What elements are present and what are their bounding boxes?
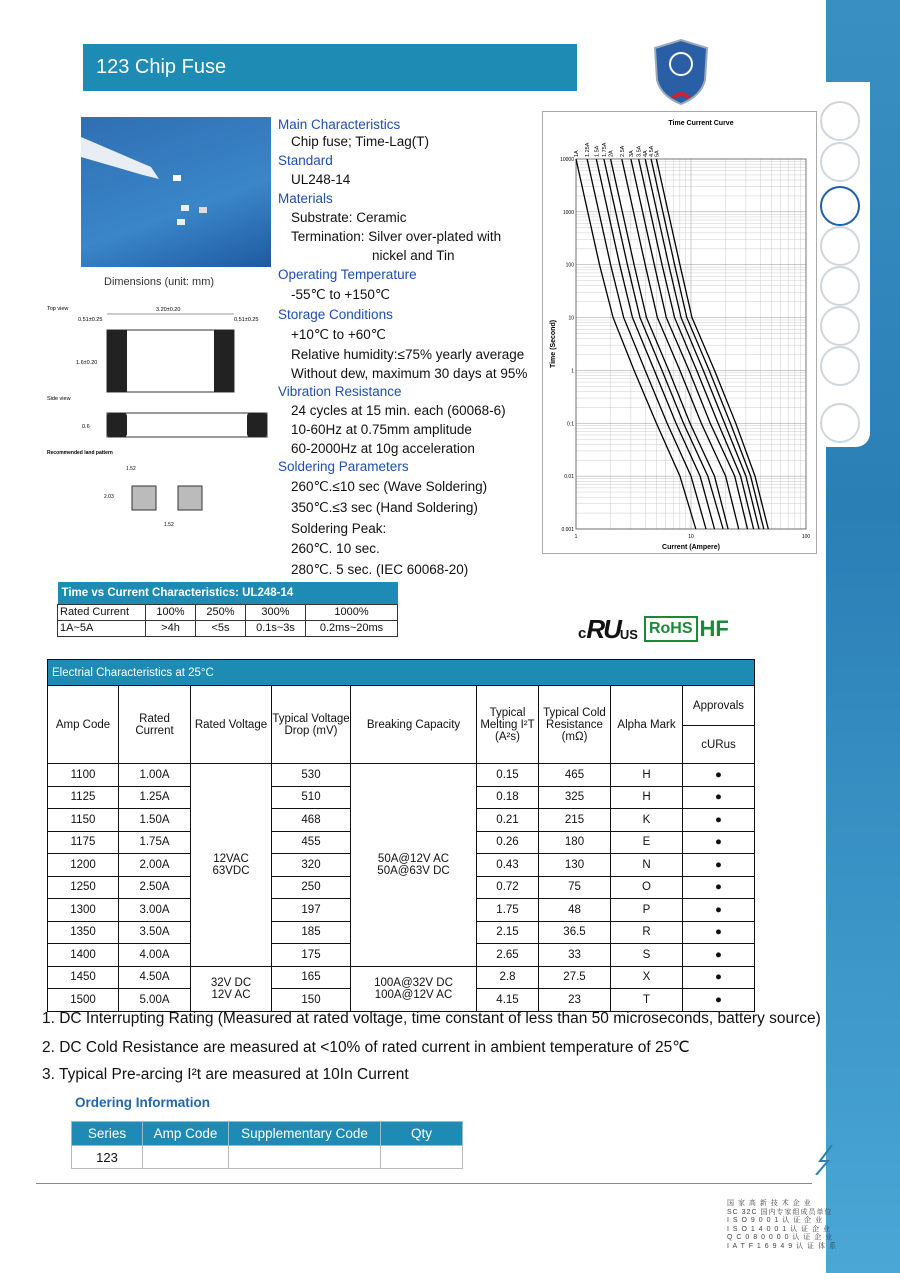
elec-cell: 75 bbox=[539, 876, 611, 899]
y-tick-label: 1000 bbox=[562, 209, 574, 216]
tvc-cell: 1A~5A bbox=[58, 620, 146, 636]
elec-cell: 1125 bbox=[48, 786, 119, 809]
ul-us-mark: US bbox=[619, 627, 638, 642]
elec-cell: 1300 bbox=[48, 899, 119, 922]
spec-substrate: Substrate: Ceramic bbox=[291, 210, 407, 225]
ordering-table bbox=[71, 1121, 463, 1169]
elec-title: Electrial Characteristics at 25°C bbox=[48, 660, 755, 686]
y-tick-label: 10 bbox=[568, 315, 574, 322]
elec-cell: 455 bbox=[272, 831, 351, 854]
elec-cell: 50A@12V AC 50A@63V DC bbox=[351, 764, 477, 967]
pad-right-dim: 0.51±0.25 bbox=[234, 317, 259, 323]
elec-cell: 5.00A bbox=[119, 989, 191, 1012]
elec-cell: ● bbox=[683, 966, 755, 989]
tvc-header: 1000% bbox=[306, 604, 398, 620]
elec-cell: 27.5 bbox=[539, 966, 611, 989]
elec-cell: 180 bbox=[539, 831, 611, 854]
elec-cell: ● bbox=[683, 809, 755, 832]
elec-cell: 1250 bbox=[48, 876, 119, 899]
book-icon bbox=[820, 142, 860, 182]
spec-storage-humidity: Relative humidity:≤75% yearly average bbox=[291, 347, 525, 362]
spec-storage-temp: +10℃ to +60℃ bbox=[291, 327, 386, 342]
component-icon bbox=[820, 226, 860, 266]
lamp-icon bbox=[820, 306, 860, 346]
series-label: 1A bbox=[574, 150, 580, 157]
elec-row bbox=[48, 764, 755, 787]
elec-cell: 1.75 bbox=[477, 899, 539, 922]
ul-c-mark: c bbox=[578, 625, 587, 642]
product-photo bbox=[81, 117, 271, 267]
elec-cell: ● bbox=[683, 764, 755, 787]
elec-cell: 250 bbox=[272, 876, 351, 899]
ordering-cell: 123 bbox=[72, 1146, 143, 1169]
spec-soldering-peak-2: 280℃. 5 sec. (IEC 60068-20) bbox=[291, 562, 469, 577]
tvc-cell: 0.2ms~20ms bbox=[306, 620, 398, 636]
elec-cell: ● bbox=[683, 921, 755, 944]
spec-main-value: Chip fuse; Time-Lag(T) bbox=[291, 134, 430, 149]
elec-cell: S bbox=[611, 944, 683, 967]
y-tick-label: 0.001 bbox=[561, 527, 574, 533]
y-tick-label: 10000 bbox=[560, 157, 574, 163]
cert-line: 国 家 高 新 技 术 企 业 bbox=[727, 1200, 812, 1207]
length-dim: 3.20±0.20 bbox=[156, 307, 181, 313]
y-tick-label: 1 bbox=[571, 368, 574, 375]
x-tick-label: 1 bbox=[574, 534, 578, 540]
elec-cell: 325 bbox=[539, 786, 611, 809]
y-axis-label: Time (Second) bbox=[550, 319, 557, 369]
elec-cell: H bbox=[611, 786, 683, 809]
tvc-header: 100% bbox=[146, 604, 196, 620]
elec-cell: 165 bbox=[272, 966, 351, 989]
time-current-chart bbox=[543, 112, 818, 555]
elec-cell: 1200 bbox=[48, 854, 119, 877]
elec-cell: 468 bbox=[272, 809, 351, 832]
footer-divider bbox=[36, 1183, 812, 1184]
cert-line: SC 32C 国内专家组成员单位 bbox=[727, 1208, 833, 1216]
chart-title: Time Current Curve bbox=[668, 120, 734, 127]
elec-header-approvals: Approvals bbox=[683, 686, 755, 726]
width-dim: 1.6±0.20 bbox=[76, 360, 98, 366]
elec-row bbox=[48, 966, 755, 989]
fuse-icon bbox=[820, 186, 860, 226]
spec-storage-dew: Without dew, maximum 30 days at 95% bbox=[291, 366, 528, 381]
elec-cell: 2.00A bbox=[119, 854, 191, 877]
elec-cell: ● bbox=[683, 786, 755, 809]
ordering-title: Ordering Information bbox=[75, 1095, 210, 1110]
pad-left-dim: 0.51±0.25 bbox=[78, 317, 103, 323]
elec-cell: ● bbox=[683, 854, 755, 877]
spec-vibration-3: 60-2000Hz at 10g acceleration bbox=[291, 441, 475, 456]
elec-cell: 1.00A bbox=[119, 764, 191, 787]
note-2: 2. DC Cold Resistance are measured at <10% of rated current in ambient temperature of 25℃ bbox=[42, 1039, 690, 1056]
cert-line: I S O 9 0 0 1 认 证 企 业 bbox=[727, 1217, 824, 1224]
elec-cell: 1400 bbox=[48, 944, 119, 967]
y-tick-label: 0.1 bbox=[567, 421, 574, 428]
elec-cell: 1350 bbox=[48, 921, 119, 944]
dimensions-label: Dimensions (unit: mm) bbox=[104, 276, 215, 288]
elec-cell: 1100 bbox=[48, 764, 119, 787]
elec-cell: ● bbox=[683, 899, 755, 922]
elec-cell: ● bbox=[683, 944, 755, 967]
elec-cell: 1.50A bbox=[119, 809, 191, 832]
tvc-header: 300% bbox=[246, 604, 306, 620]
elec-cell: 36.5 bbox=[539, 921, 611, 944]
elec-cell: N bbox=[611, 854, 683, 877]
spec-standard-value: UL248-14 bbox=[291, 172, 351, 187]
elec-header-cold: Typical Cold Resistance (mΩ) bbox=[539, 686, 611, 764]
series-label: 3A bbox=[628, 150, 635, 157]
spec-soldering-peak-1: 260℃. 10 sec. bbox=[291, 541, 380, 556]
elec-header-rated: Rated Current bbox=[119, 686, 191, 764]
elec-header-melting: Typical Melting I²T (A²s) bbox=[477, 686, 539, 764]
elec-cell: 2.65 bbox=[477, 944, 539, 967]
elec-cell: X bbox=[611, 966, 683, 989]
dimension-drawing bbox=[44, 300, 274, 530]
spec-operating-heading: Operating Temperature bbox=[278, 267, 417, 282]
spec-operating-value: -55℃ to +150℃ bbox=[291, 287, 391, 302]
elec-cell: 2.50A bbox=[119, 876, 191, 899]
elec-cell: 1500 bbox=[48, 989, 119, 1012]
elec-cell: 100A@32V DC 100A@12V AC bbox=[351, 966, 477, 1011]
elec-header-voltage: Rated Voltage bbox=[191, 686, 272, 764]
elec-cell: 175 bbox=[272, 944, 351, 967]
spec-termination-cont: nickel and Tin bbox=[372, 248, 455, 263]
elec-cell: 48 bbox=[539, 899, 611, 922]
elec-cell: 150 bbox=[272, 989, 351, 1012]
elec-cell: 1.75A bbox=[119, 831, 191, 854]
elec-cell: 1175 bbox=[48, 831, 119, 854]
elec-cell: 510 bbox=[272, 786, 351, 809]
spec-storage-heading: Storage Conditions bbox=[278, 307, 393, 322]
side-view-label: Side view bbox=[47, 396, 71, 402]
land-pattern-label: Recommended land pattern bbox=[47, 450, 113, 456]
elec-header-breaking: Breaking Capacity bbox=[351, 686, 477, 764]
y-tick-label: 0.01 bbox=[564, 474, 574, 481]
tvc-title: Time vs Current Characteristics: UL248-14 bbox=[58, 582, 398, 604]
elec-cell: ● bbox=[683, 876, 755, 899]
cert-line: I S O 1 4 0 0 1 认 证 企 业 bbox=[727, 1225, 831, 1233]
spec-soldering-peak: Soldering Peak: bbox=[291, 521, 387, 536]
spec-vibration-2: 10-60Hz at 0.75mm amplitude bbox=[291, 422, 472, 437]
spec-materials-heading: Materials bbox=[278, 191, 333, 206]
ul-logo-icon: RU bbox=[586, 614, 620, 644]
elec-cell: 1450 bbox=[48, 966, 119, 989]
elec-cell: 465 bbox=[539, 764, 611, 787]
elec-cell: 1150 bbox=[48, 809, 119, 832]
series-label: 2.5A bbox=[619, 145, 626, 157]
ordering-header: Amp Code bbox=[143, 1122, 229, 1146]
elec-header-alpha: Alpha Mark bbox=[611, 686, 683, 764]
elec-cell: 130 bbox=[539, 854, 611, 877]
x-tick-label: 10 bbox=[688, 534, 694, 540]
elec-cell: 2.15 bbox=[477, 921, 539, 944]
elec-cell: 0.21 bbox=[477, 809, 539, 832]
elec-header-amp: Amp Code bbox=[48, 686, 119, 764]
note-3: 3. Typical Pre-arcing I²t are measured at 10In Current bbox=[42, 1066, 409, 1083]
spec-standard-heading: Standard bbox=[278, 153, 333, 168]
tvc-header: 250% bbox=[196, 604, 246, 620]
elec-cell: E bbox=[611, 831, 683, 854]
ordering-cell bbox=[381, 1146, 463, 1169]
tvc-header-row bbox=[58, 604, 398, 620]
elec-cell: 2.8 bbox=[477, 966, 539, 989]
land-width-dim: 1.52 bbox=[126, 466, 136, 472]
elec-cell: 3.50A bbox=[119, 921, 191, 944]
tvc-cell: <5s bbox=[196, 620, 246, 636]
top-view-label: Top view bbox=[47, 306, 69, 312]
land-height-dim: 2.03 bbox=[104, 494, 114, 500]
elec-cell: 0.15 bbox=[477, 764, 539, 787]
ordering-cell bbox=[229, 1146, 381, 1169]
elec-cell: 0.43 bbox=[477, 854, 539, 877]
lightning-icon bbox=[812, 1145, 842, 1175]
cert-line: I A T F 1 6 9 4 9 认 证 体 系 bbox=[727, 1242, 837, 1250]
ordering-header: Qty bbox=[381, 1122, 463, 1146]
spec-soldering-heading: Soldering Parameters bbox=[278, 459, 409, 474]
elec-cell: 12VAC 63VDC bbox=[191, 764, 272, 967]
elec-cell: 0.72 bbox=[477, 876, 539, 899]
plug-icon bbox=[820, 266, 860, 306]
note-1: 1. DC Interrupting Rating (Measured at rated voltage, time constant of less than 50 microseconds, battery source) bbox=[42, 1010, 821, 1027]
elec-cell: O bbox=[611, 876, 683, 899]
arrow-logo-icon bbox=[820, 101, 860, 141]
spec-soldering-wave: 260℃.≤10 sec (Wave Soldering) bbox=[291, 479, 488, 494]
y-tick-label: 100 bbox=[565, 262, 574, 269]
elec-cell: P bbox=[611, 899, 683, 922]
brand-shield-logo bbox=[651, 38, 711, 106]
tvc-cell: 0.1s~3s bbox=[246, 620, 306, 636]
ordering-cell bbox=[143, 1146, 229, 1169]
elec-cell: T bbox=[611, 989, 683, 1012]
tvc-value-row bbox=[58, 620, 398, 636]
elec-cell: 185 bbox=[272, 921, 351, 944]
elec-cell: 4.15 bbox=[477, 989, 539, 1012]
cert-logos bbox=[578, 610, 729, 642]
elec-cell: 3.00A bbox=[119, 899, 191, 922]
certifications-list bbox=[727, 1200, 837, 1251]
elec-cell: 197 bbox=[272, 899, 351, 922]
ordering-header: Supplementary Code bbox=[229, 1122, 381, 1146]
time-vs-current-table bbox=[57, 582, 398, 637]
elec-cell: 33 bbox=[539, 944, 611, 967]
series-label: 4A bbox=[643, 150, 650, 157]
electrical-characteristics-table bbox=[47, 659, 755, 1012]
elec-cell: H bbox=[611, 764, 683, 787]
tvc-cell: >4h bbox=[146, 620, 196, 636]
elec-cell: 1.25A bbox=[119, 786, 191, 809]
spec-vibration-heading: Vibration Resistance bbox=[278, 384, 402, 399]
series-label: 5A bbox=[654, 150, 661, 157]
land-gap-dim: 1.52 bbox=[164, 522, 174, 528]
spec-vibration-1: 24 cycles at 15 min. each (60068-6) bbox=[291, 403, 506, 418]
elec-header-vdrop: Typical Voltage Drop (mV) bbox=[272, 686, 351, 764]
elec-cell: K bbox=[611, 809, 683, 832]
rohs-logo: RoHS bbox=[644, 616, 698, 642]
elec-cell: 4.50A bbox=[119, 966, 191, 989]
elec-header-curus: cURus bbox=[683, 726, 755, 764]
elec-cell: 530 bbox=[272, 764, 351, 787]
series-label: 4.5A bbox=[649, 145, 656, 157]
series-label: 3.5A bbox=[636, 145, 643, 157]
elec-cell: R bbox=[611, 921, 683, 944]
elec-cell: 32V DC 12V AC bbox=[191, 966, 272, 1011]
time-current-chart-box bbox=[542, 111, 817, 554]
elec-cell: 23 bbox=[539, 989, 611, 1012]
elec-cell: 0.26 bbox=[477, 831, 539, 854]
hf-logo: HF bbox=[699, 616, 729, 641]
tvc-header: Rated Current bbox=[58, 604, 146, 620]
height-dim: 0.6 bbox=[82, 424, 90, 430]
series-label: 2A bbox=[608, 150, 615, 157]
elec-cell: 0.18 bbox=[477, 786, 539, 809]
elec-cell: ● bbox=[683, 989, 755, 1012]
elec-cell: 215 bbox=[539, 809, 611, 832]
spec-termination: Termination: Silver over-plated with bbox=[291, 229, 502, 244]
page-title: 123 Chip Fuse bbox=[83, 44, 577, 91]
x-tick-label: 100 bbox=[801, 534, 811, 540]
globe-icon bbox=[820, 403, 860, 443]
series-label: 1.25A bbox=[585, 142, 592, 157]
elec-cell: 4.00A bbox=[119, 944, 191, 967]
series-label: 1.75A bbox=[601, 142, 608, 157]
coil-icon bbox=[820, 346, 860, 386]
cert-line: Q C 0 8 0 0 0 0 认 证 企 业 bbox=[727, 1234, 834, 1241]
series-label: 1.5A bbox=[594, 145, 601, 157]
elec-cell: ● bbox=[683, 831, 755, 854]
x-axis-label: Current (Ampere) bbox=[662, 544, 720, 551]
spec-main-heading: Main Characteristics bbox=[278, 117, 401, 132]
spec-soldering-hand: 350℃.≤3 sec (Hand Soldering) bbox=[291, 500, 478, 515]
ordering-header: Series bbox=[72, 1122, 143, 1146]
elec-cell: 320 bbox=[272, 854, 351, 877]
